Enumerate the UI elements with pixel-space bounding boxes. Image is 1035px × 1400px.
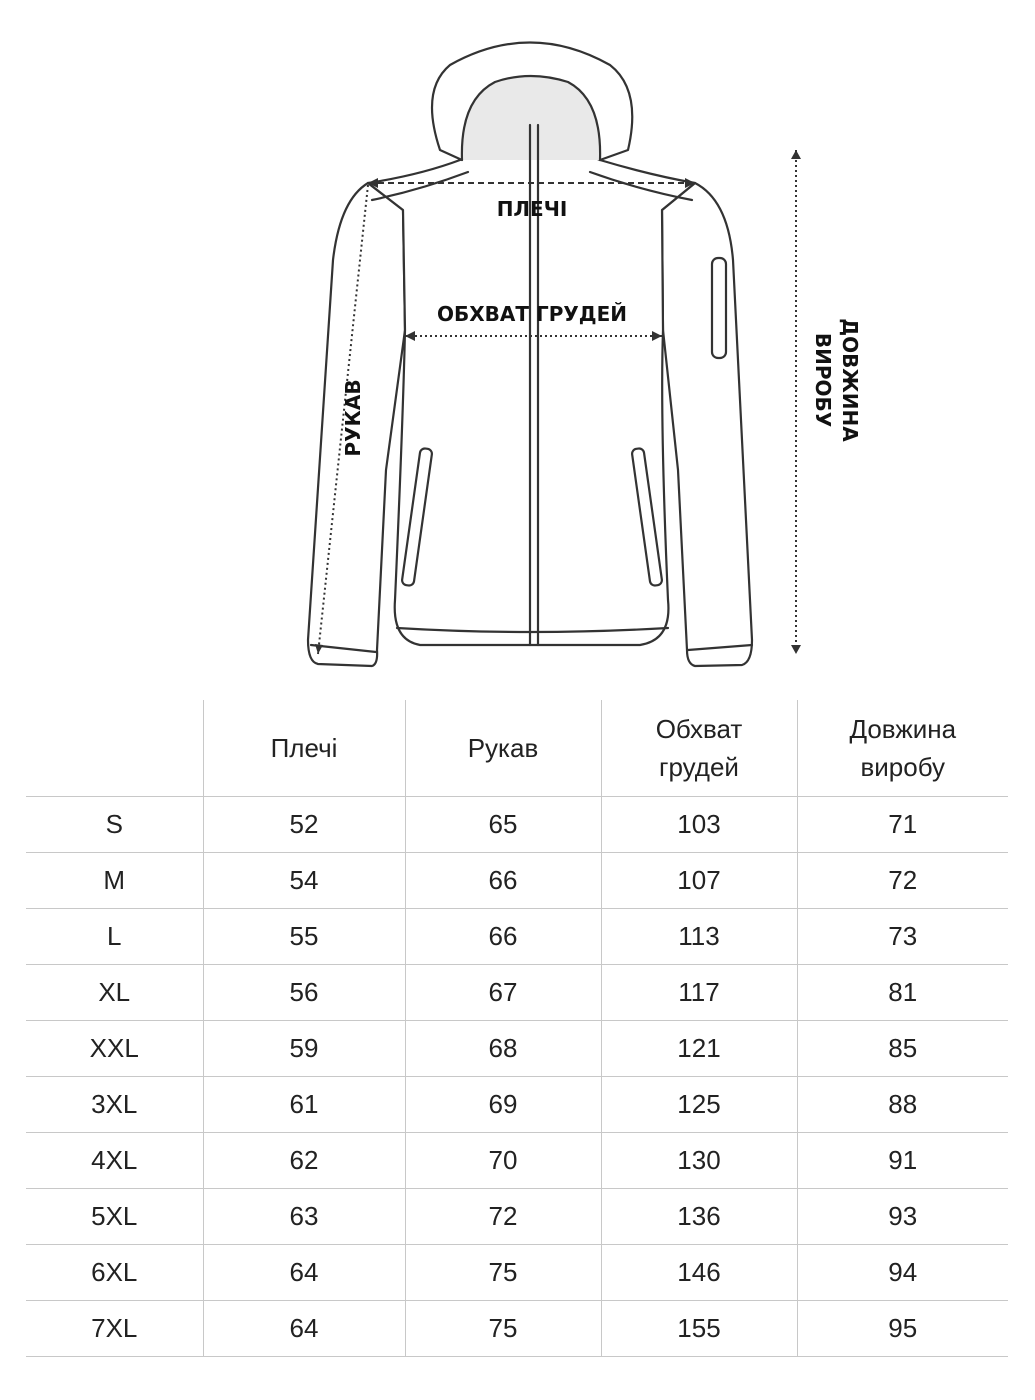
cell-size: 3XL xyxy=(26,1077,203,1133)
table-row xyxy=(26,1133,1008,1189)
cell-length: 91 xyxy=(797,1133,1008,1189)
table-row xyxy=(26,1189,1008,1245)
cell-chest: 117 xyxy=(601,965,797,1021)
cell-chest: 121 xyxy=(601,1021,797,1077)
cell-chest: 146 xyxy=(601,1245,797,1301)
cell-shoulders: 55 xyxy=(203,909,405,965)
header-chest: Обхват грудей xyxy=(601,700,797,797)
jacket-measurement-diagram xyxy=(0,0,1035,690)
cell-sleeve: 75 xyxy=(405,1301,601,1357)
cell-shoulders: 59 xyxy=(203,1021,405,1077)
cell-length: 71 xyxy=(797,797,1008,853)
cell-sleeve: 75 xyxy=(405,1245,601,1301)
cell-sleeve: 68 xyxy=(405,1021,601,1077)
cell-length: 72 xyxy=(797,853,1008,909)
cell-shoulders: 64 xyxy=(203,1245,405,1301)
sleeve-pocket xyxy=(712,258,726,358)
cell-shoulders: 52 xyxy=(203,797,405,853)
table-row xyxy=(26,909,1008,965)
chest-label: ОБХВАТ ГРУДЕЙ xyxy=(436,302,628,326)
table-row xyxy=(26,965,1008,1021)
cell-chest: 107 xyxy=(601,853,797,909)
table-row xyxy=(26,1245,1008,1301)
cell-chest: 103 xyxy=(601,797,797,853)
table-row xyxy=(26,1021,1008,1077)
cell-sleeve: 65 xyxy=(405,797,601,853)
right-sleeve xyxy=(662,183,752,666)
header-shoulders: Плечі xyxy=(203,700,405,797)
cell-length: 85 xyxy=(797,1021,1008,1077)
cell-length: 94 xyxy=(797,1245,1008,1301)
jacket-outline xyxy=(308,43,752,667)
cell-sleeve: 66 xyxy=(405,909,601,965)
cell-size: L xyxy=(26,909,203,965)
cell-sleeve: 67 xyxy=(405,965,601,1021)
cell-size: 5XL xyxy=(26,1189,203,1245)
cell-size: 7XL xyxy=(26,1301,203,1357)
cell-chest: 136 xyxy=(601,1189,797,1245)
cell-shoulders: 64 xyxy=(203,1301,405,1357)
cell-chest: 130 xyxy=(601,1133,797,1189)
table-header-row xyxy=(26,700,1008,797)
cell-shoulders: 56 xyxy=(203,965,405,1021)
header-sleeve: Рукав xyxy=(405,700,601,797)
cell-shoulders: 54 xyxy=(203,853,405,909)
cell-shoulders: 61 xyxy=(203,1077,405,1133)
header-cell-size xyxy=(26,700,203,797)
table-row xyxy=(26,797,1008,853)
shoulders-label: ПЛЕЧІ xyxy=(496,197,568,221)
cell-length: 93 xyxy=(797,1189,1008,1245)
size-chart-table xyxy=(26,700,1008,1357)
length-label-line1: ДОВЖИНА xyxy=(838,318,862,442)
cell-size: XL xyxy=(26,965,203,1021)
cell-size: M xyxy=(26,853,203,909)
cell-length: 81 xyxy=(797,965,1008,1021)
cell-sleeve: 72 xyxy=(405,1189,601,1245)
cell-length: 95 xyxy=(797,1301,1008,1357)
sleeve-label: РУКАВ xyxy=(341,379,365,457)
cell-shoulders: 62 xyxy=(203,1133,405,1189)
cell-sleeve: 70 xyxy=(405,1133,601,1189)
cell-size: XXL xyxy=(26,1021,203,1077)
cell-shoulders: 63 xyxy=(203,1189,405,1245)
cell-chest: 113 xyxy=(601,909,797,965)
table-row xyxy=(26,853,1008,909)
cell-chest: 125 xyxy=(601,1077,797,1133)
cell-size: 4XL xyxy=(26,1133,203,1189)
table-row xyxy=(26,1077,1008,1133)
cell-size: S xyxy=(26,797,203,853)
cell-length: 88 xyxy=(797,1077,1008,1133)
cell-size: 6XL xyxy=(26,1245,203,1301)
table-body xyxy=(26,797,1008,1357)
cell-length: 73 xyxy=(797,909,1008,965)
cell-chest: 155 xyxy=(601,1301,797,1357)
cell-sleeve: 66 xyxy=(405,853,601,909)
table-row xyxy=(26,1301,1008,1357)
header-length: Довжина виробу xyxy=(797,700,1008,797)
length-label-line2: ВИРОБУ xyxy=(811,332,835,428)
cell-sleeve: 69 xyxy=(405,1077,601,1133)
